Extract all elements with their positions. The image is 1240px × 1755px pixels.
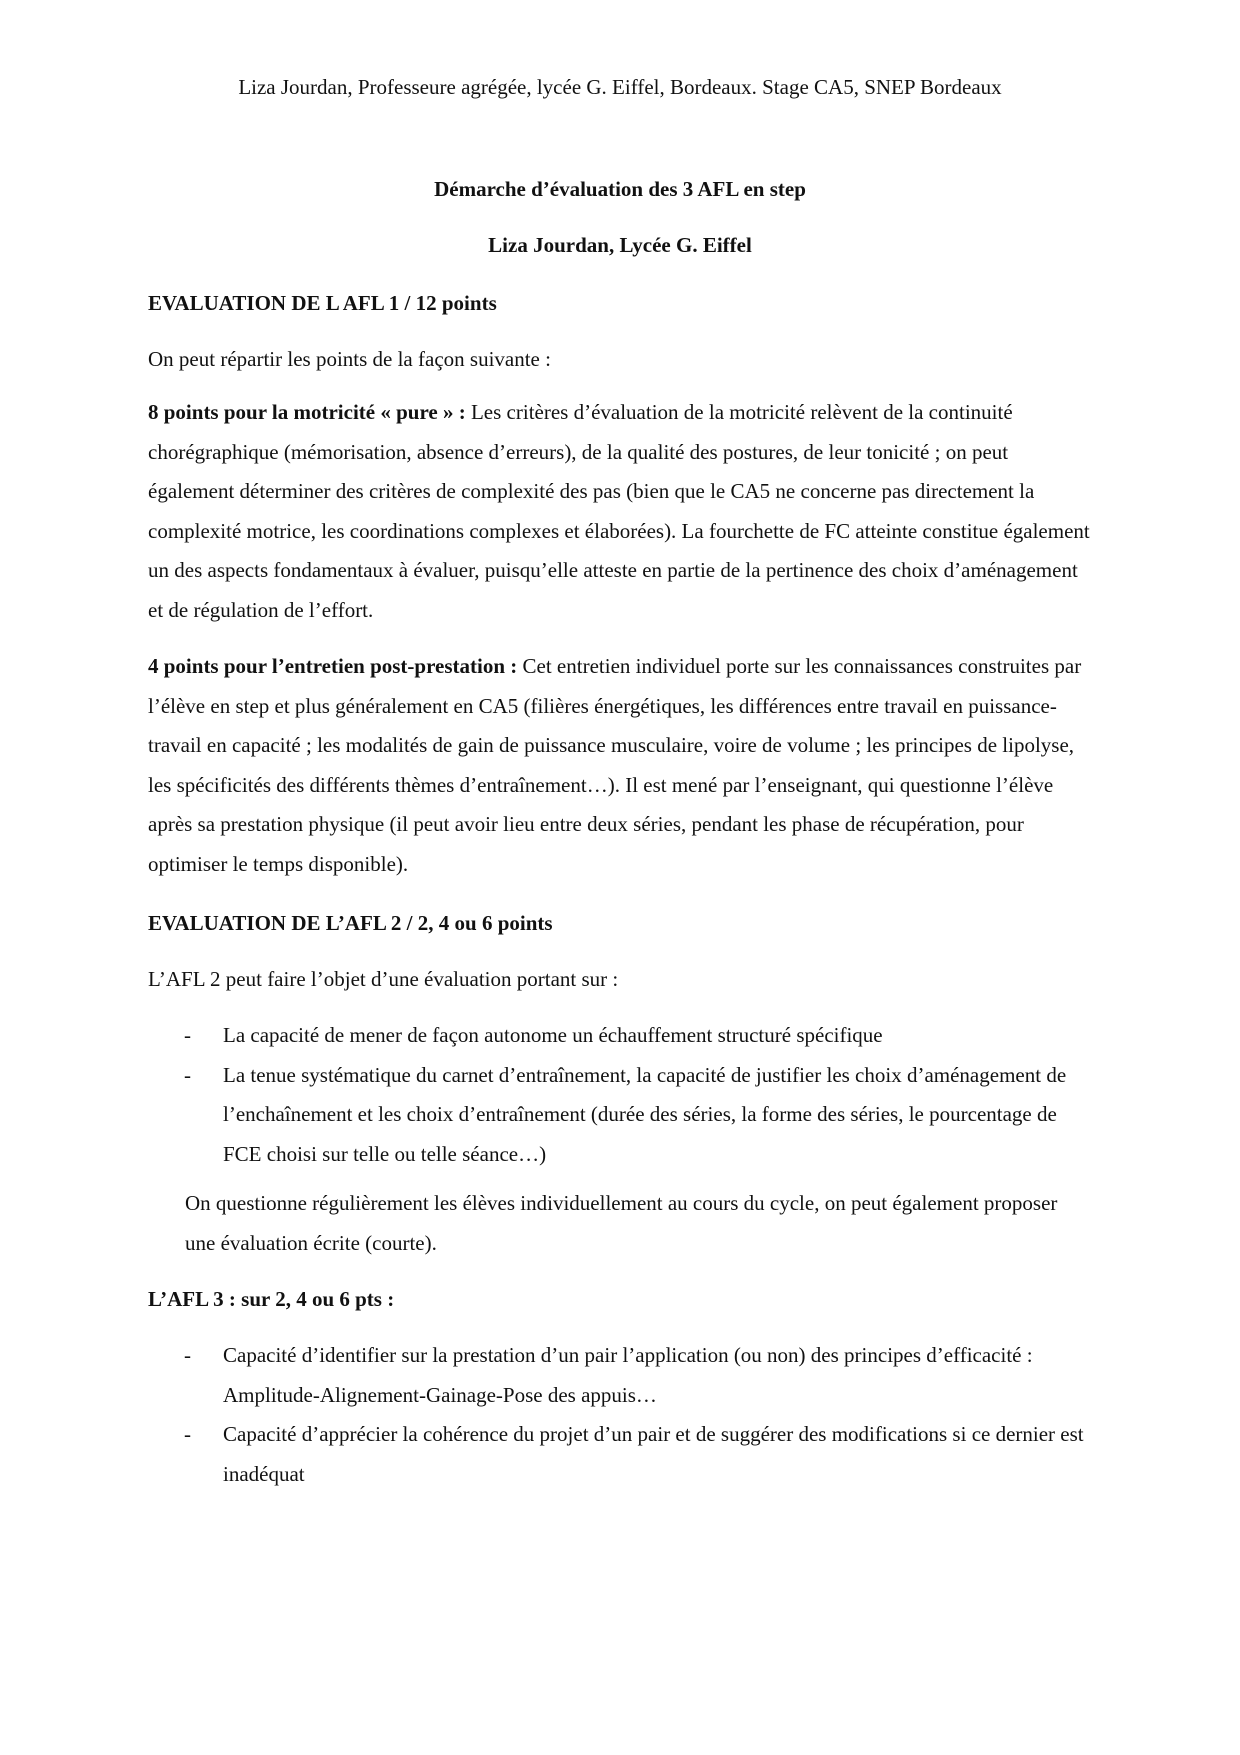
list-item [148, 1056, 1098, 1175]
afl1-heading: EVALUATION DE L AFL 1 / 12 points [148, 291, 497, 315]
document-title: Démarche d’évaluation des 3 AFL en step [434, 177, 806, 201]
afl1-motricite-text: Les critères d’évaluation de la motricité relèvent de la continuité chorégraphique (mémorisation, absence d’erreurs), de la qualité des postures, de leur tonicité ; on peut également déterminer des critères de complexité des pas (bien que le CA5 ne concerne pas directement la complexité motrice, les coordinations complexes et élaborées). La fourchette de FC atteinte constitue également un des aspects fondamentaux à évaluer, puisqu’elle atteste en partie de la pertinence des choix d’aménagement et de régulation de l’effort. [148, 400, 1090, 622]
bullet-dash: - [184, 1422, 191, 1446]
running-header: Liza Jourdan, Professeure agrégée, lycée G. Eiffel, Bordeaux. Stage CA5, SNEP Bordeaux [238, 75, 1002, 99]
afl2-heading: EVALUATION DE L’AFL 2 / 2, 4 ou 6 points [148, 911, 553, 935]
afl1-motricite-lead: 8 points pour la motricité « pure » : [148, 400, 466, 424]
bullet-dash: - [184, 1023, 191, 1047]
document-author: Liza Jourdan, Lycée G. Eiffel [488, 233, 752, 257]
afl3-bullet-text: Capacité d’apprécier la cohérence du projet d’un pair et de suggérer des modifications si ce dernier est inadéquat [223, 1422, 1084, 1486]
afl1-intro: On peut répartir les points de la façon suivante : [148, 347, 551, 371]
afl2-note: On questionne régulièrement les élèves individuellement au cours du cycle, on peut également proposer une évaluation écrite (courte). [185, 1191, 1058, 1255]
list-item [148, 1016, 1098, 1056]
afl2-bullet-text: La capacité de mener de façon autonome un échauffement structuré spécifique [223, 1023, 883, 1047]
bullet-dash: - [184, 1343, 191, 1367]
list-item [148, 1336, 1098, 1415]
afl2-bullet-text: La tenue systématique du carnet d’entraînement, la capacité de justifier les choix d’aménagement de l’enchaînement et les choix d’entraînement (durée des séries, la forme des séries, le pourcentage de FCE choisi sur telle ou telle séance…) [223, 1062, 1067, 1166]
afl3-heading: L’AFL 3 : sur 2, 4 ou 6 pts : [148, 1287, 395, 1311]
afl2-bullet-list [148, 1016, 1098, 1174]
afl1-entretien-text: Cet entretien individuel porte sur les connaissances construites par l’élève en step et plus généralement en CA5 (filières énergétiques, les différences entre travail en puissance-travail en capacité ; les modalités de gain de puissance musculaire, voire de volume ; les principes de lipolyse, les spécificités des différents thèmes d’entraînement…). Il est mené par l’enseignant, qui questionne l’élève après sa prestation physique (il peut avoir lieu entre deux séries, pendant les phase de récupération, pour optimiser le temps disponible). [148, 654, 1082, 876]
list-item [148, 1415, 1098, 1494]
afl3-bullet-text: Capacité d’identifier sur la prestation d’un pair l’application (ou non) des principes d’efficacité : Amplitude-Alignement-Gainage-Pose des appuis… [223, 1343, 1033, 1407]
afl1-entretien-paragraph [148, 647, 1098, 884]
bullet-dash: - [184, 1062, 191, 1087]
afl1-motricite-paragraph [148, 393, 1098, 630]
afl2-intro: L’AFL 2 peut faire l’objet d’une évaluation portant sur : [148, 967, 619, 991]
afl3-bullet-list [148, 1336, 1098, 1494]
afl1-entretien-lead: 4 points pour l’entretien post-prestation : [148, 654, 518, 678]
